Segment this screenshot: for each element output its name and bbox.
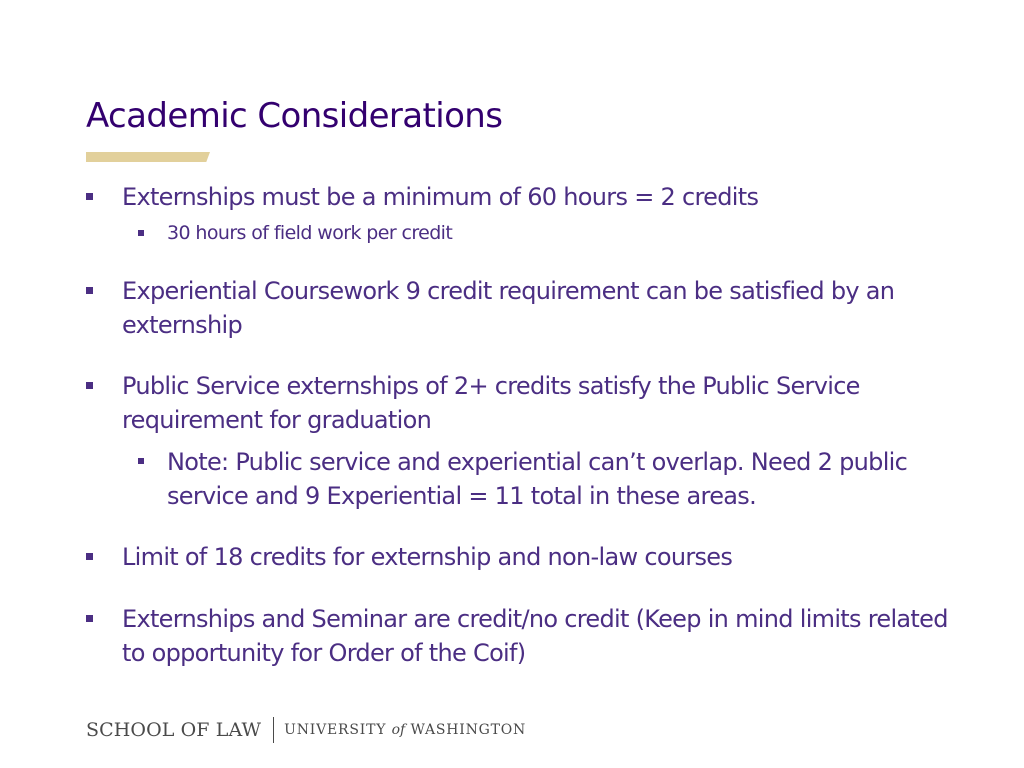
university-prefix: UNIVERSITY bbox=[284, 722, 387, 738]
sub-bullet-item-field-work bbox=[167, 220, 957, 246]
university-wordmark bbox=[284, 722, 526, 738]
school-of-law-logo bbox=[86, 716, 526, 744]
sub-bullet-item-note bbox=[167, 445, 957, 513]
square-bullet-icon bbox=[86, 382, 93, 389]
bullet-item-credit-limit bbox=[122, 540, 972, 574]
square-bullet-icon bbox=[86, 553, 93, 560]
bullet-item-public-service bbox=[122, 369, 972, 437]
bullet-item-experiential-coursework bbox=[122, 274, 972, 342]
bullet-item-credit-no-credit bbox=[122, 602, 972, 670]
square-bullet-icon bbox=[138, 230, 144, 236]
square-bullet-icon bbox=[138, 458, 144, 464]
square-bullet-icon bbox=[86, 287, 93, 294]
bullet-text: Public Service externships of 2+ credits satisfy the Public Service requirement for graduation bbox=[122, 372, 860, 434]
university-of: of bbox=[391, 722, 406, 738]
sub-bullet-text: Note: Public service and experiential can’t overlap. Need 2 public service and 9 Experiential = 11 total in these areas. bbox=[167, 448, 908, 510]
bullet-item-minimum-hours bbox=[122, 180, 972, 214]
square-bullet-icon bbox=[86, 615, 93, 622]
title-accent-bar bbox=[86, 152, 210, 162]
logo-divider bbox=[273, 717, 274, 743]
school-of-law-wordmark: SCHOOL OF LAW bbox=[86, 719, 262, 741]
slide-title: Academic Considerations bbox=[86, 96, 503, 136]
bullet-text: Limit of 18 credits for externship and non-law courses bbox=[122, 543, 733, 571]
sub-bullet-text: 30 hours of field work per credit bbox=[167, 222, 453, 244]
bullet-text: Externships must be a minimum of 60 hours = 2 credits bbox=[122, 183, 759, 211]
bullet-text: Externships and Seminar are credit/no credit (Keep in mind limits related to opportunity for Order of the Coif) bbox=[122, 605, 948, 667]
square-bullet-icon bbox=[86, 193, 93, 200]
bullet-text: Experiential Coursework 9 credit requirement can be satisfied by an externship bbox=[122, 277, 895, 339]
university-suffix: WASHINGTON bbox=[410, 722, 527, 738]
